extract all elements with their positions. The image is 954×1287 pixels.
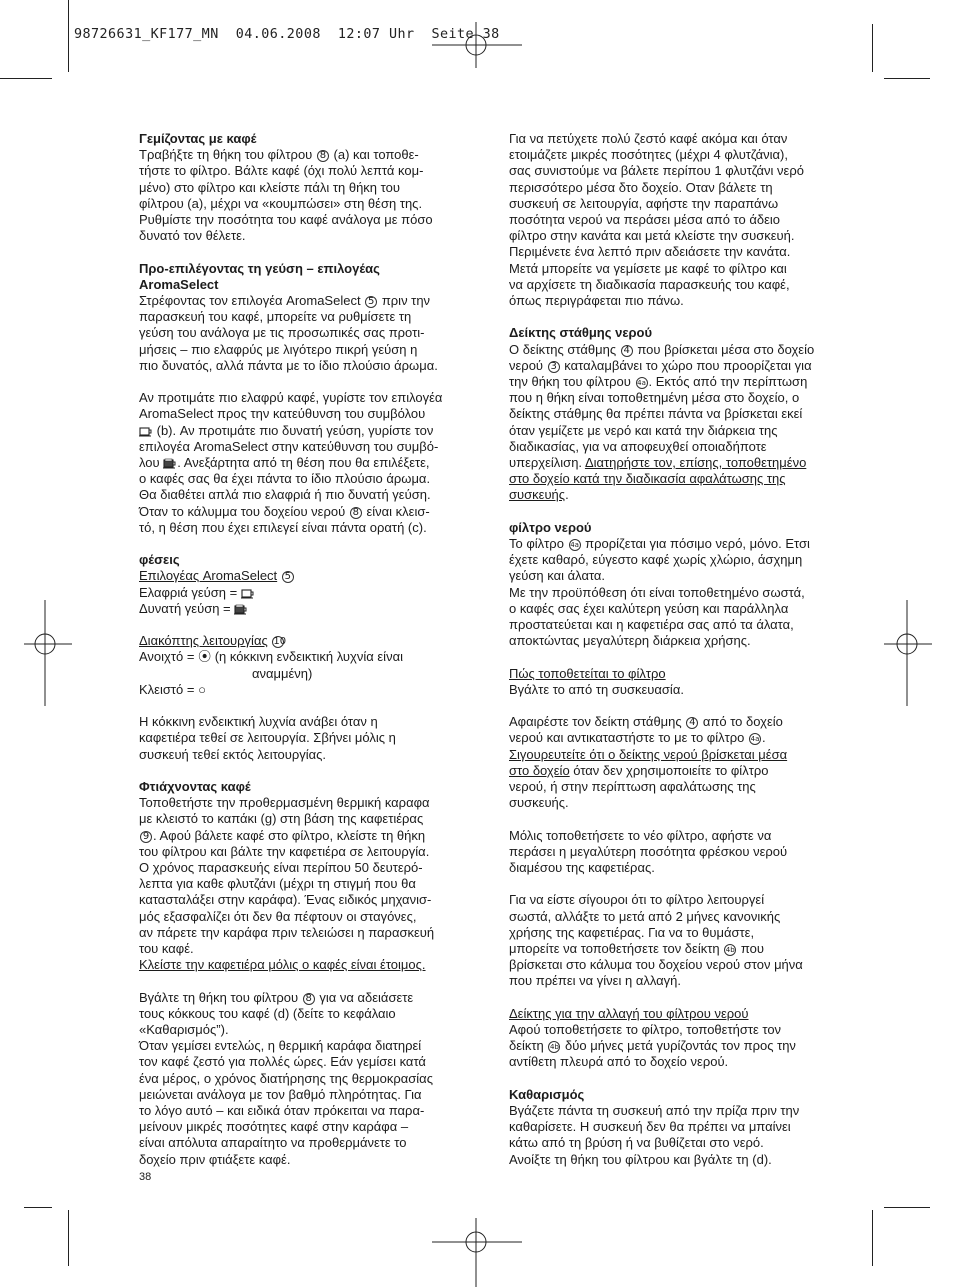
page-number: 38 (139, 1171, 152, 1183)
crop-mark-top-left-h (0, 78, 52, 79)
paragraph: Δείκτης για την αλλαγή του φίλτρου νερού Αφού τοποθετήσετε το φίλτρο, τοποθετήστε τον δείκτη 4b δύο μήνες μετά γυρίζοντάς τον προς την αντίθετη πλευρά από το δοχείο νερού. (509, 1005, 796, 1070)
registration-mark-icon (24, 600, 72, 706)
paragraph: Στρέφοντας τον επιλογέα AromaSelect 5 πριν την παρασκευή του καφέ, μπορείτε να ρυθμίσετε τη γεύση του ανάλογα με τις προσωπικές σας προτι- μήσεις – πιο ελαφρύς με λιγότερο πικρή γεύση η πιο δυνατός, αλλά πάντα με το ίδιο πλούσιο άρωμα. (139, 293, 438, 373)
ref-number: 10 (273, 636, 287, 648)
right-column (509, 131, 854, 1184)
print-slug: 98726631_KF177_MN 04.06.2008 12:07 Uhr Seite 38 (74, 27, 500, 42)
section-water-level-indicator (509, 325, 854, 503)
paragraph: Τοποθετήστε την προθερμασμένη θερμική καραφα με κλειστό το καπάκι (g) στη βάση της καφετιέρας 9 . Αφού βάλετε καφέ στο φίλτρο, κλείστε τη θήκη του φίλτρου και βάλτε την καφετιέρα σε λειτουργία. Ο χρόνος παρασκευής είναι περίπου 50 δευτερό- λεπτα για καθε φλυτζάνι (μέχρι τη στιγμή που θα κατασταλάξει στην καράφα). Ένας ειδικός μηχανισ- μός εξασφαλίζει ότι δεν θα πέφτουν οι σταγόνες, αν πάρετε την καράφα πριν τελειώσει η παρασκευή του καφέ. Κλείστε την καφετιέρα μόλις ο καφές είναι έτοιμος. (139, 795, 435, 973)
strong-cup-icon (234, 603, 248, 615)
section-heading: Γεμίζοντας με καφέ (139, 131, 257, 146)
crop-mark-bottom-left-h (24, 1207, 52, 1208)
paragraph: Τραβήξτε τη θήκη του φίλτρου 8 (a) και τοποθε- τήστε το φίλτρο. Βάλτε καφέ (όχι πολύ λεπτά κομ- μένο) στο φίλτρο και κλείστε πάλι τη θήκη του φίλτρου (a), μέχρι να «κουμπώσει» στη θέση της. Ρυθμίστε την ποσότητα του καφέ ανάλογα με πόσο δυνατό τον θέλετε. (139, 147, 433, 244)
paragraph: Αφαιρέστε τον δείκτη στάθμης 4 από το δοχείο νερού και αντικαταστήστε το με το φίλτρο 4a . Σιγουρευτείτε ότι ο δείκτης νερού βρίσκεται μέσα στο δοχείο όταν δεν χρησιμοποιείτε το φίλτρο νερού, ή στην περίπτωση αφαλάτωσης της συσκευής. (509, 714, 788, 811)
section-heading: Προ-επιλέγοντας τη γεύση – επιλογέας AromaSelect (139, 260, 380, 292)
ref-number: 4 (621, 345, 633, 357)
registration-mark-icon (432, 22, 524, 68)
paragraph: Πώς τοποθετείται το φίλτρο Βγάλτε το από τη συσκευασία. (509, 665, 684, 697)
section-heading: Δείκτης στάθμης νερού (509, 325, 653, 341)
strong-cup-icon (163, 457, 177, 469)
paragraph: Επιλογέας AromaSelect 5 Ελαφριά γεύση = Δυνατή γεύση = (139, 568, 484, 617)
paragraph: Αν προτιμάτε πιο ελαφρύ καφέ, γυρίστε τον επιλογέα AromaSelect προς την κατεύθυνση του συμβόλου (b). Αν προτιμάτε πιο δυνατή γεύση, γυρίστε τον επιλογέα AromaSelect στην κατεύθυνση του συμβό- λου . Ανεξάρτητα από τη θέση που θα επιλέξετε, ο καφές σας θα έχει πάντα το ίδιο πλούσιο άρωμα. Θα διαθέτει απλά πιο ελαφριά ή πιο δυνατή γεύση. Όταν το κάλυμμα του δοχείου νερού 8 είναι κλεισ- τό, η θέση που έχει επιλεγεί είναι πάντα ορατή (c). (139, 390, 443, 535)
paragraph: Για να είστε σίγουροι ότι το φίλτρο λειτουργεί σωστά, αλλάξτε το μετά από 2 μήνες κανονικής χρήσης της καφετιέρας. Για να το θυμάστε, μπορείτε να τοποθετήσετε τον δείκτη 4b που βρίσκεται στο κάλυμα του δοχείου νερού στον μήνα που πρέπει να γίνει η αλλαγή. (509, 892, 803, 989)
ref-number: 9 (140, 831, 152, 843)
crop-mark-bottom-right-h (884, 1207, 930, 1208)
section-heading: φίλτρο νερού (509, 519, 592, 535)
paragraph: Μόλις τοποθετήσετε το νέο φίλτρο, αφήστε να περάσει η μεγαλύτερη ποσότητα φρέσκου νερού διαμέσου της καφετιέρας. (509, 827, 788, 876)
section-making-coffee (139, 779, 484, 1168)
light-cup-icon (241, 587, 255, 599)
section-water-filter (509, 520, 854, 1071)
registration-mark-icon (884, 600, 932, 706)
section-phases (139, 552, 484, 763)
crop-mark-top-right-v (872, 24, 873, 72)
ref-number: 8 (303, 993, 315, 1005)
ref-number: 4b (725, 946, 735, 955)
section-cleaning (509, 1087, 854, 1168)
paragraph: Διακόπτης λειτουργίας 10 Ανοιχτό = ⦿ (η κόκκινη ενδεικτική λυχνία είναι αναμμένη) Κλειστό = ○ (139, 633, 403, 697)
off-symbol-icon: ○ (198, 681, 206, 697)
paragraph: Για να πετύχετε πολύ ζεστό καφέ ακόμα και όταν ετοιμάζετε μικρές ποσότητες (μέχρι 4 φλυτζάνια), σας συνιστούμε να βάλετε περίπου 1 φλυτζάνι νερό περισσότερο μέσα δτο δοχείο. Οταν βάλετε τη συσκευή σε λειτουργία, αφήστε την παραπάνω ποσότητα νερού να περάσει μέσα από το άδειο φίλτρο στην κανάτα και μετά κλείστε την συσκευή. Περιμένετε ένα λεπτό πριν αδειάσετε την κανάτα. Μετά μπορείτε να γεμίσετε με καφέ το φίλτρο και να αρχίσετε τη διαδικασία παρασκευής του καφέ, όπως περιγράφεται πιο πάνω. (509, 131, 804, 309)
ref-number: 8 (350, 507, 362, 519)
section-filling-coffee (139, 131, 484, 244)
light-cup-icon (139, 425, 153, 437)
ref-number: 4a (750, 735, 760, 744)
ref-number: 4a (570, 541, 579, 550)
paragraph: Ο δείκτης στάθμης 4 που βρίσκεται μέσα στο δοχείο νερού 3 καταλαμβάνει το χώρο που προορίζεται για την θήκη του φίλτρου 4a . Εκτός από την περίπτωση που η θήκη είναι τοποθετημένη μέσα στο δοχείο, ο δείκτης στάθμης θα πρέπει πάντα να βρίσκεται εκεί όταν γεμίζετε με νερό και κατά την διάρκεια της διαδικασίας, για να αποφευχθεί οποιαδήποτε υπερχείλιση. Διατηρήστε τον, επίσης, τοποθετημένο στο δοχείο κατά την διαδικασία αφαλάτωσης της συσκευής. (509, 341, 815, 503)
ref-number: 4b (549, 1043, 559, 1052)
paragraph: Βγάζετε πάντα τη συσκευή από την πρίζα πριν την καθαρίσετε. Η συσκευή δεν θα πρέπει να μπαίνει κάτω από τη βρύση ή να βυθίζεται στο νερό. Ανοίξτε τη θήκη του φίλτρου και βγάλτε τη (d). (509, 1103, 800, 1167)
ref-number: 4a (637, 379, 646, 388)
crop-mark-bottom-right-v (872, 1210, 873, 1266)
section-aromaselect (139, 261, 484, 536)
crop-mark-top-left-v (68, 0, 69, 72)
section-heading: Φτιάχνοντας καφέ (139, 779, 251, 795)
crop-mark-bottom-left-v (68, 1210, 69, 1266)
paragraph: Η κόκκινη ενδεικτική λυχνία ανάβει όταν η καφετιέρα τεθεί σε λειτουργία. Σβήνει μόλις η συσκευή τεθεί εκτός λειτουργίας. (139, 714, 396, 762)
section-heading: Καθαρισμός (509, 1086, 585, 1102)
ref-number: 5 (282, 571, 294, 583)
crop-mark-top-right-h (884, 78, 930, 79)
ref-number: 4 (686, 717, 698, 729)
paragraph: Βγάλτε τη θήκη του φίλτρου 8 για να αδειάσετε τους κόκκους του καφέ (d) (δείτε το κεφάλαιο «Καθαρισμός”). Όταν γεμίσει εντελώς, η θερμική καράφα διατηρεί τον καφέ ζεστό για πολλές ώρες. Εάν γεμίσει κατά ένα μέρος, ο χρόνος διατήρησης της θερμοκρασίας μειώνεται ανάλογα με τον βαθμό πληρότητας. Για το λόγο αυτό – και ειδικά όταν πρόκειται να παρα- μείνουν μικρές ποσότητες καφέ στην καράφα – είναι απόλυτα απαραίτητο να προθερμάνετε το δοχείο πριν φτιάξετε καφέ. (139, 989, 433, 1167)
on-symbol-icon: ⦿ (198, 649, 212, 665)
ref-number: 8 (317, 150, 329, 162)
left-column (139, 131, 484, 1184)
section-heading: φέσεις (139, 552, 180, 568)
ref-number: 3 (548, 361, 560, 373)
ref-number: 5 (365, 296, 377, 308)
paragraph: Το φίλτρο 4a προρίζεται για πόσιμο νερό, μόνο. Ετσι έχετε καθαρό, εύγεστο καφέ χωρίς χλώριο, άσχημη γεύση και άλατα. Με την προϋπόθεση ότι είναι τοποθετημένο σωστά, ο καφές σας έχει καλύτερη γεύση και παράλληλα προστατεύεται και η καφετιέρα σας από τα άλατα, αποκτώντας μεγαλύτερη διάρκεια χρήσης. (509, 536, 810, 649)
registration-mark-icon (432, 1218, 524, 1287)
